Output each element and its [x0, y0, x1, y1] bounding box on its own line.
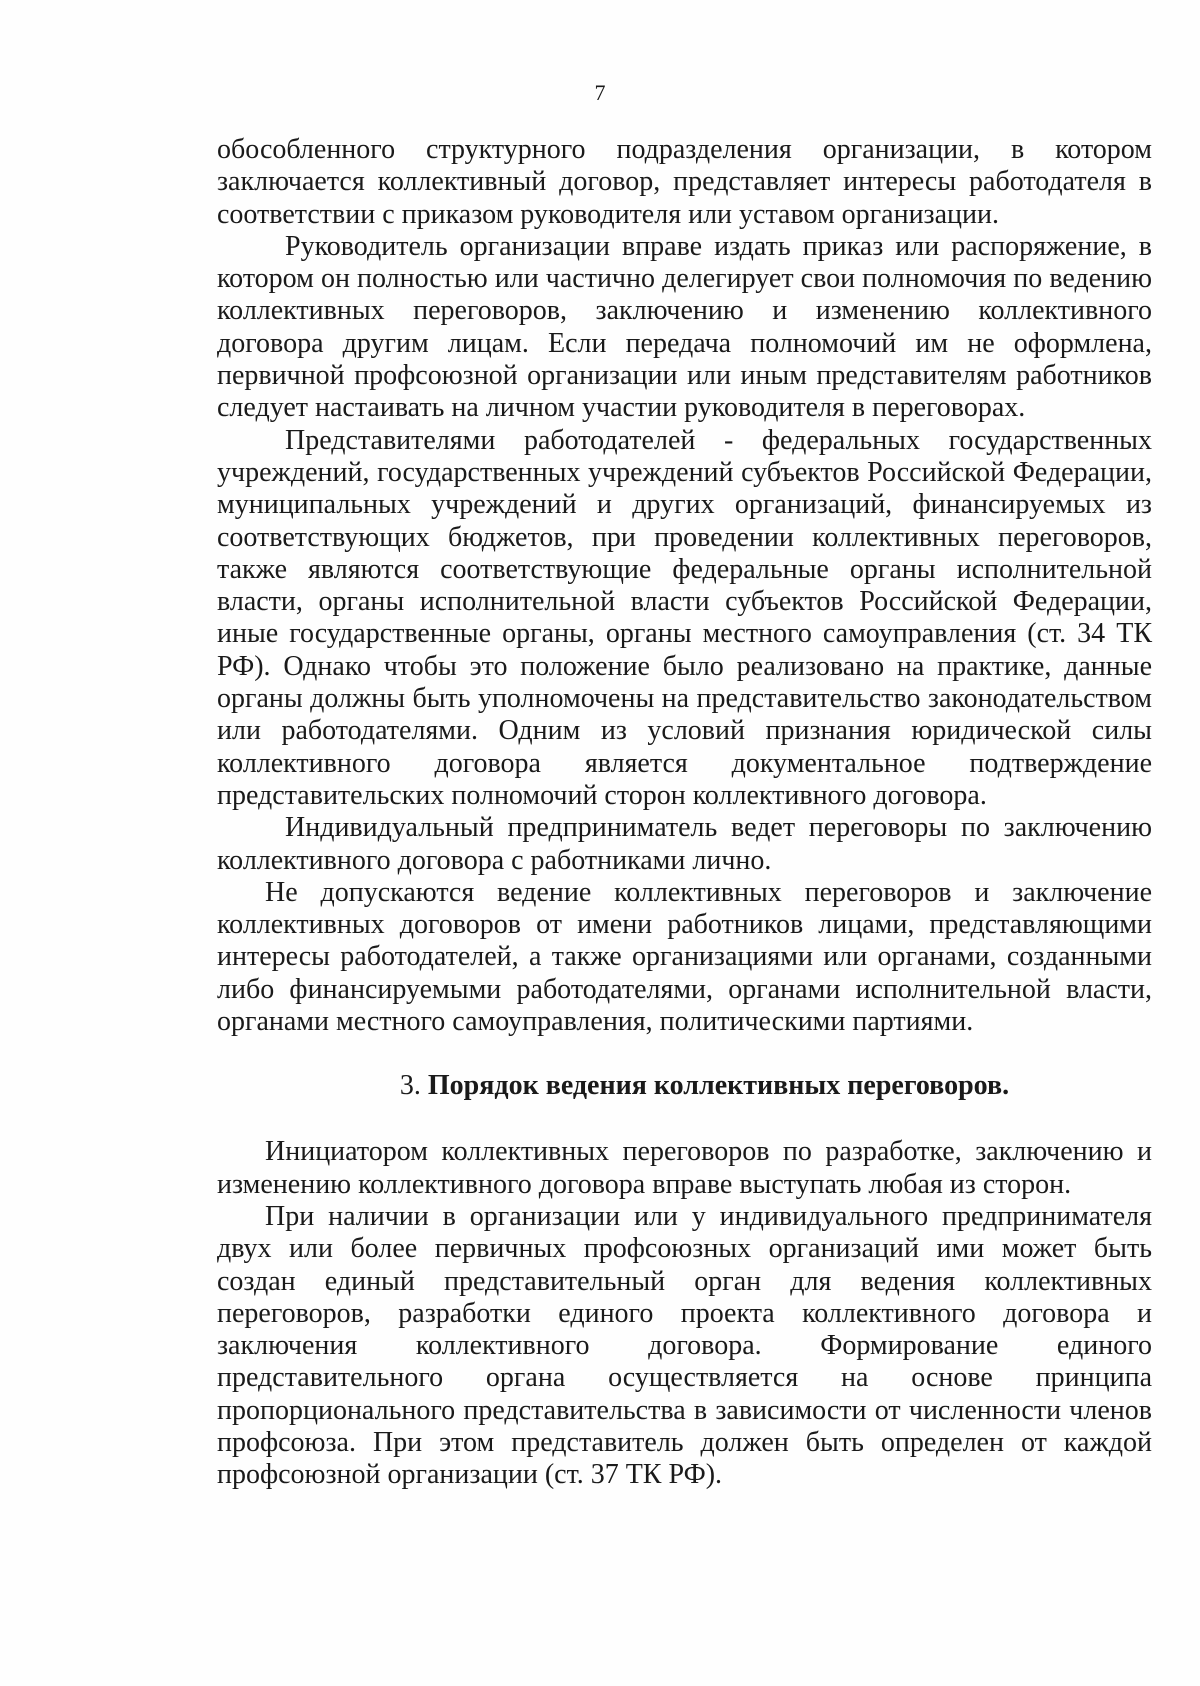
section-title: Порядок ведения коллективных переговоров. [427, 1070, 1010, 1102]
paragraph-prohibitions: Не допускаются ведение коллективных переговоров и заключение коллективных договоров от имени работников лицами, представляющими интересы работодателей, а также организациями или органами, созданными либо финансируемыми работодателями, органами исполнительной власти, органами местного самоуправления, политическими партиями. [217, 876, 1152, 1038]
paragraph-unified-body: При наличии в организации или у индивидуального предпринимателя двух или более первичных профсоюзных организаций ими может быть создан единый представительный орган для ведения коллективных переговоров, разработки единого проекта коллективного договора и заключения коллективного договора. Формирование единого представительного органа осуществляется на основе принципа пропорционального представительства в зависимости от численности членов профсоюза. При этом представитель должен быть определен от каждой профсоюзной организации (ст. 37 ТК РФ). [217, 1200, 1152, 1491]
paragraph-continuation: обособленного структурного подразделения организации, в котором заключается коллективный договор, представляет интересы работодателя в соответствии с приказом руководителя или уставом организации. [217, 134, 1152, 230]
document-body [217, 134, 1152, 1492]
section-number: 3. [399, 1070, 428, 1102]
paragraph-head-delegation: Руководитель организации вправе издать приказ или распоряжение, в котором он полностью или частично делегирует свои полномочия по ведению коллективных переговоров, заключению и изменению коллективного договора другим лицам. Если передача полномочий им не оформлена, первичной профсоюзной организации или иным представителям работников следует настаивать на личном участии руководителя в переговорах. [217, 230, 1152, 424]
paragraph-initiator: Инициатором коллективных переговоров по разработке, заключению и изменению коллективного договора вправе выступать любая из сторон. [217, 1136, 1152, 1200]
section-heading [217, 1070, 1152, 1102]
paragraph-employer-representatives: Представителями работодателей - федеральных государственных учреждений, государственных учреждений субъектов Российской Федерации, муниципальных учреждений и других организаций, финансируемых из соответствующих бюджетов, при проведении коллективных переговоров, также являются соответствующие федеральные органы исполнительной власти, органы исполнительной власти субъектов Российской Федерации, иные государственные органы, органы местного самоуправления (ст. 34 ТК РФ). Однако чтобы это положение было реализовано на практике, данные органы должны быть уполномочены на представительство законодательством или работодателями. Одним из условий признания юридической силы коллективного договора является документальное подтверждение представительских полномочий сторон коллективного договора. [217, 424, 1152, 811]
paragraph-individual-entrepreneur: Индивидуальный предприниматель ведет переговоры по заключению коллективного договора с работниками лично. [217, 812, 1152, 876]
page-number: 7 [594, 80, 606, 105]
